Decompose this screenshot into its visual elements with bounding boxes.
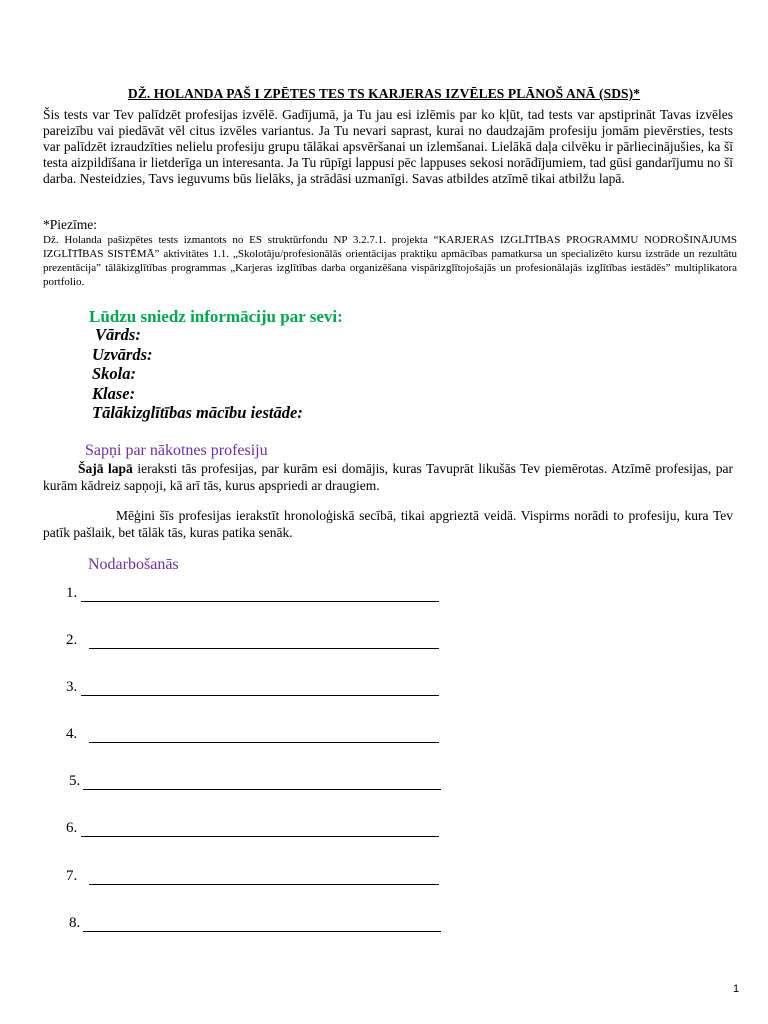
field-class[interactable]: Klase: <box>92 383 136 403</box>
personal-info-heading: Lūdzu sniedz informāciju par sevi: <box>89 307 343 326</box>
blank-line[interactable] <box>83 931 441 932</box>
blank-line[interactable] <box>81 695 439 696</box>
note-text: Dž. Holanda pašizpētes tests izmantots no ES struktūrfondu NP 3.2.7.1. projekta “KARJERAS IZGLĪTĪBAS PROGRAMMU NODROŠINĀJUMS IZGLĪTĪBAS SISTĒMĀ” aktivitātes 1.1. „Skolotāju/profesionālās orientācijas praktiķu apmācības pamatkursa un specializēto kursu izstrāde un rezultātu prezentācija” tālākizglītības programmas „Karjeras izglītības darba organizēšana vispārizglītojošajās un profesionālajās izglītības iestādēs” multiplikatora portfolio. <box>43 234 737 288</box>
occupation-number: 4. <box>66 726 78 742</box>
occupation-number: 7. <box>66 868 78 884</box>
page-number: 1 <box>733 983 740 995</box>
occupations-heading: Nodarbošanās <box>88 556 179 573</box>
blank-line[interactable] <box>83 789 441 790</box>
blank-line[interactable] <box>89 742 439 743</box>
blank-line[interactable] <box>89 884 439 885</box>
field-first-name[interactable]: Vārds: <box>95 325 141 344</box>
dreams-paragraph-1 <box>43 460 733 494</box>
occupation-number: 5. <box>69 773 81 789</box>
intro-paragraph: Šis tests var Tev palīdzēt profesijas izvēlē. Gadījumā, ja Tu jau esi izlēmis par ko kļūt, tad tests var apstiprināt Tavas izvēles pareizību vai piedāvāt vēl citus izvēles variantus. Ja Tu nevari saprast, kurai no daudzajām profesiju jomām pievērsties, tests var palīdzēt izraudzīties nelielu profesiju grupu tālākai apsvēršanai un izlemšanai. Lielākā daļa cilvēku ir pārliecinājušies, ka šī testa aizpildīšana ir lietderīga un interesanta. Ja Tu rūpīgi lappusi pēc lappuses sekosi norādījumiem, tad gūsi gandarījumu no šī darba. Nesteidzies, Tavs ieguvums būs lielāks, ja strādāsi uzmanīgi. Savas atbildes atzīmē tikai atbilžu lapā. <box>43 107 733 186</box>
occupation-number: 3. <box>66 679 78 695</box>
blank-line[interactable] <box>89 648 439 649</box>
personal-info-fields <box>92 325 303 423</box>
occupation-number: 2. <box>66 632 78 648</box>
field-school[interactable]: Skola: <box>92 364 137 383</box>
occupation-number: 8. <box>69 915 81 931</box>
dreams-paragraph-2 <box>43 507 733 541</box>
dreams-p2-text: Mēģini šīs profesijas ierakstīt hronoloģiskā secībā, tikai apgrieztā veidā. Vispirms norādi to profesiju, kura Tev patīk pašlaik, bet tālāk tās, kuras patika senāk. <box>43 508 733 540</box>
document-title: DŽ. HOLANDA PAŠ I ZPĒTES TES TS KARJERAS IZVĒLES PLĀNOŠ ANĀ (SDS)* <box>127 86 641 101</box>
note-label: *Piezīme: <box>43 217 97 232</box>
occupation-number: 1. <box>66 585 78 601</box>
dreams-p1-bold: Šajā lapā <box>78 461 133 476</box>
dreams-p1-text: ieraksti tās profesijas, par kurām esi domājis, kuras Tavuprāt likušās Tev piemērotas. Atzīmē profesijas, par kurām kādreiz sapņoji, kā arī tās, kurus apspriedi ar draugiem. <box>43 461 733 493</box>
dreams-heading: Sapņi par nākotnes profesiju <box>85 442 268 459</box>
blank-line[interactable] <box>81 601 439 602</box>
blank-line[interactable] <box>81 836 439 837</box>
field-further-education[interactable]: Tālākizglītības mācību iestāde: <box>92 403 303 422</box>
field-last-name[interactable]: Uzvārds: <box>92 344 153 364</box>
occupation-number: 6. <box>66 820 78 836</box>
